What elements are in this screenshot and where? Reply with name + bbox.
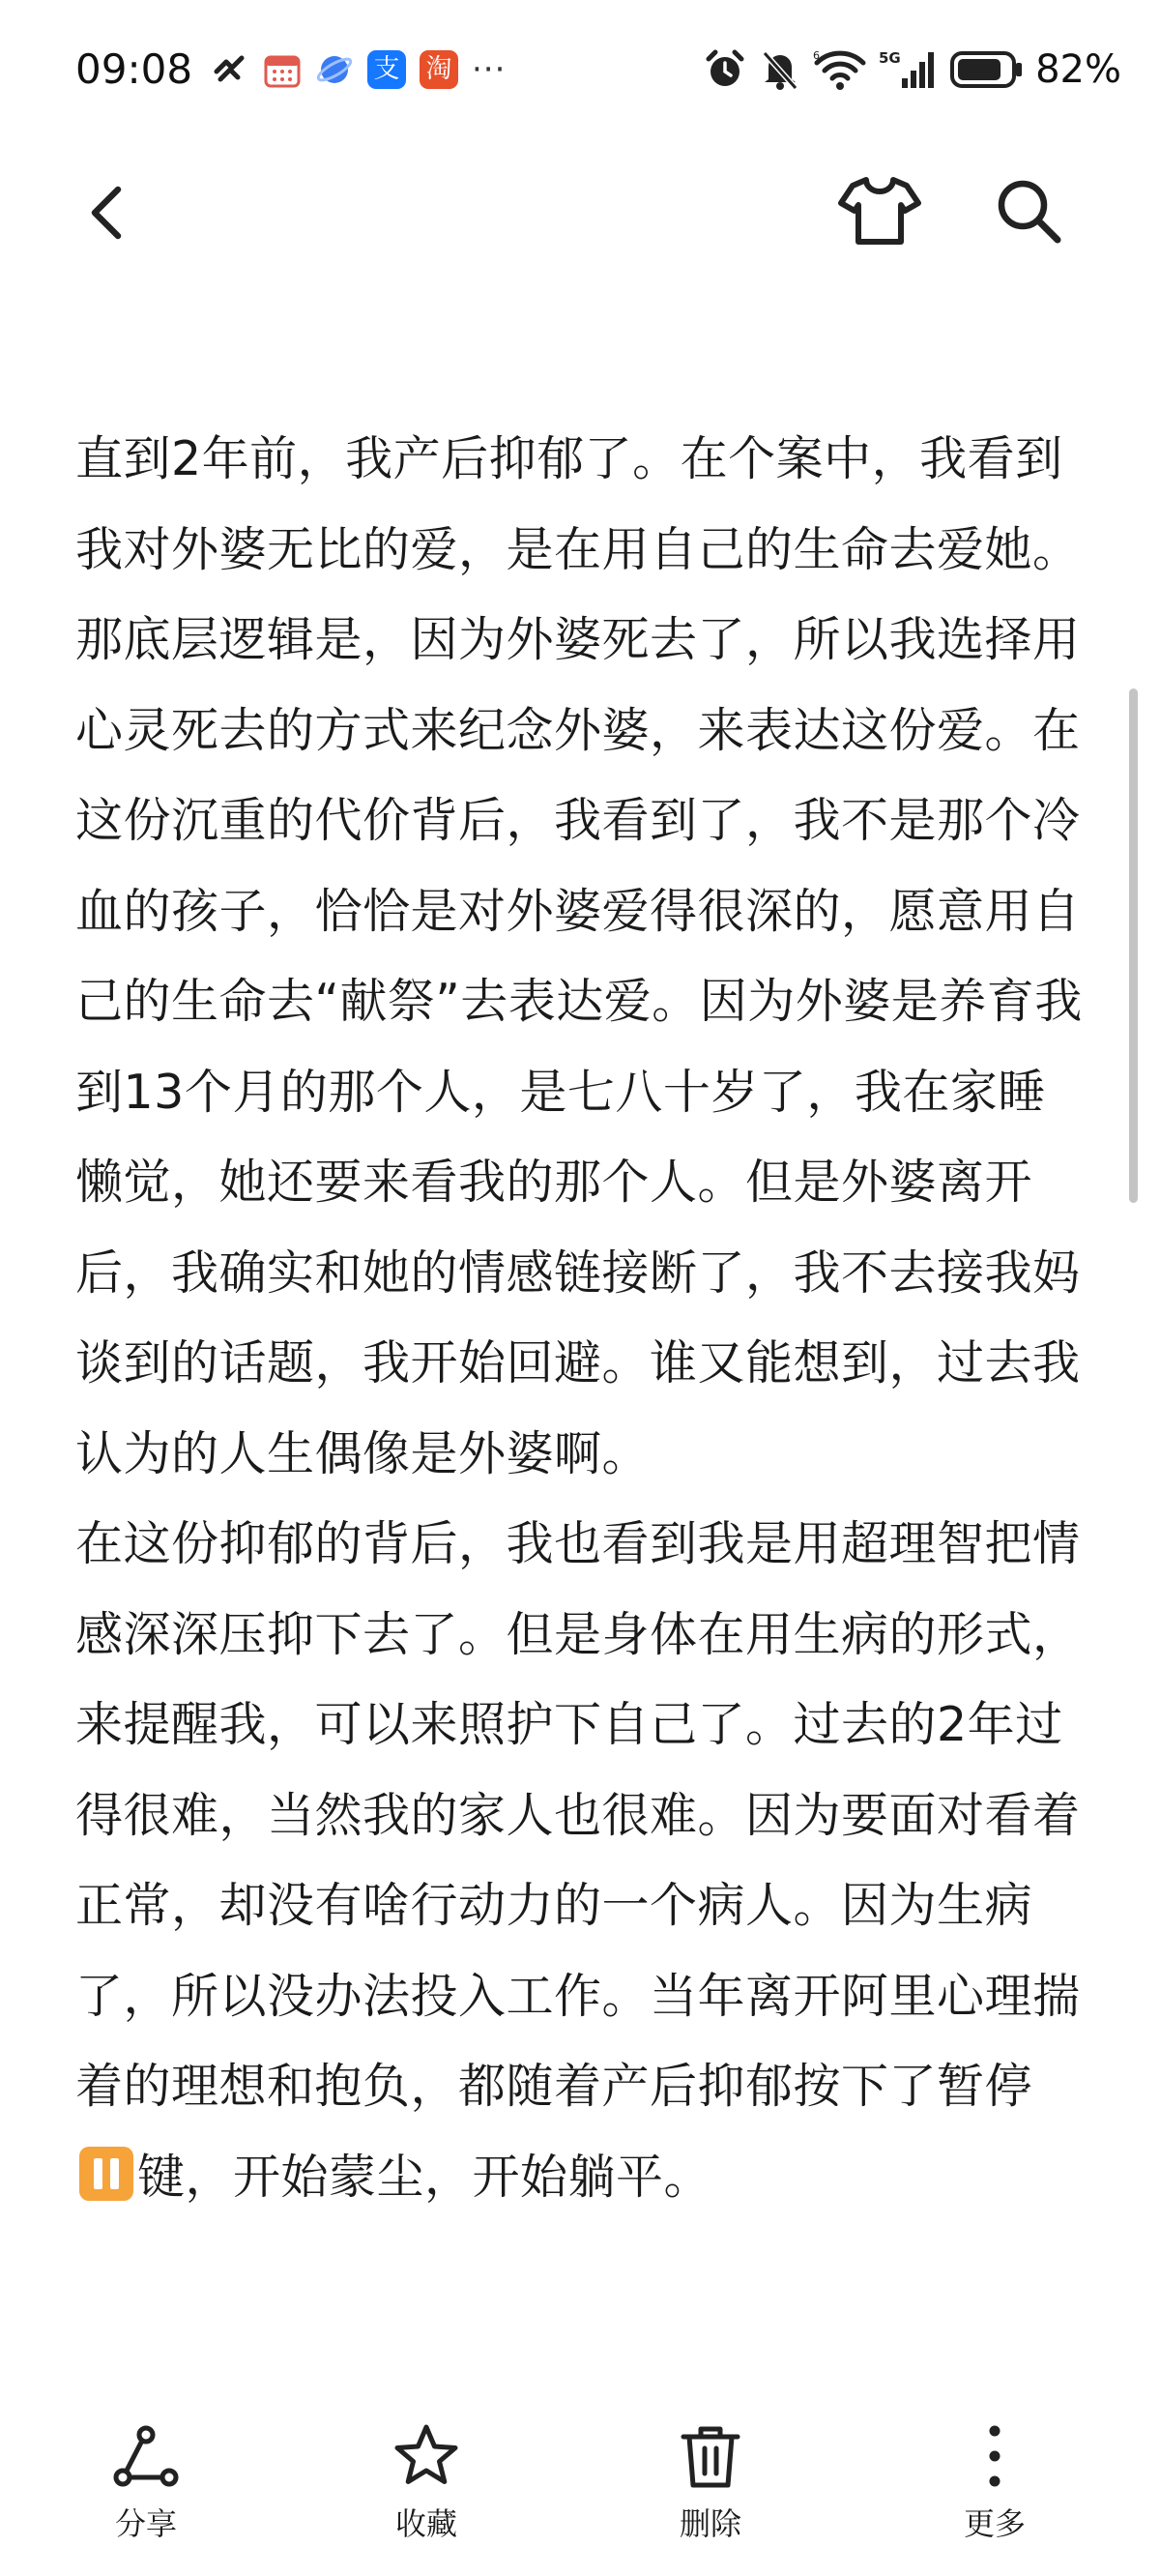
article-body: [75, 414, 1087, 2222]
network-type-label: 5G: [879, 49, 901, 67]
tshirt-icon: [833, 166, 926, 253]
status-bar: [0, 0, 1160, 135]
star-icon: [392, 2421, 461, 2491]
scrollbar-thumb[interactable]: [1129, 688, 1138, 1203]
mute-icon: [759, 47, 801, 92]
paragraph-text: 键，开始蒙尘，开始躺平。: [137, 2149, 712, 2205]
share-button[interactable]: [64, 2421, 228, 2557]
theme-button[interactable]: [833, 166, 926, 253]
pause-button-emoji-icon: [79, 2147, 133, 2201]
svg-text:6: 6: [813, 49, 821, 62]
paragraph-text: 在这份抑郁的背后，我也看到我是用超理智把情感深深压抑下去了。但是身体在用生病的形式，来提醒我，可以来照护下自己了。过去的2年过得很难，当然我的家人也很难。因为要面对看着正常，却没有啥行动力的一个病人。因为生病了，所以没办法投入工作。当年离开阿里心理揣着的理想和抱负，都随着产后抑郁按下了暂停: [75, 1516, 1081, 2114]
system-icons: [703, 43, 1121, 97]
share-label: 分享: [114, 2505, 177, 2542]
app-notification-icon: [211, 50, 249, 89]
cellular-signal-icon: [879, 47, 939, 92]
top-app-bar: [0, 145, 1160, 271]
share-icon: [111, 2421, 181, 2491]
status-time: 09:08: [75, 45, 193, 93]
search-button[interactable]: [982, 166, 1075, 253]
favorite-label: 收藏: [394, 2505, 457, 2542]
browser-icon: [315, 50, 354, 89]
taobao-icon: 淘: [420, 50, 458, 89]
alipay-icon: 支: [367, 50, 406, 89]
delete-button[interactable]: [628, 2421, 793, 2557]
notification-icons: [211, 44, 506, 95]
more-notifications-icon: ···: [472, 50, 507, 89]
battery-icon: [950, 49, 1024, 90]
article-paragraph: 直到2年前，我产后抑郁了。在个案中，我看到我对外婆无比的爱，是在用自己的生命去爱她。那底层逻辑是，因为外婆死去了，所以我选择用心灵死去的方式来纪念外婆，来表达这份爱。在这份沉重的代价背后，我看到了，我不是那个冷血的孩子，恰恰是对外婆爱得很深的，愿意用自己的生命去“献祭”去表达爱。因为外婆是养育我到13个月的那个人，是七八十岁了，我在家睡懒觉，她还要来看我的那个人。但是外婆离开后，我确实和她的情感链接断了，我不去接我妈谈到的话题，我开始回避。谁又能想到，过去我认为的人生偶像是外婆啊。: [75, 431, 1083, 1481]
more-button[interactable]: [913, 2421, 1077, 2557]
trash-icon: [676, 2421, 745, 2491]
alarm-icon: [703, 47, 747, 92]
chevron-left-icon: [68, 174, 155, 251]
more-vertical-icon: [960, 2421, 1030, 2491]
calendar-icon: [263, 50, 302, 89]
search-icon: [982, 166, 1075, 253]
favorite-button[interactable]: [344, 2421, 508, 2557]
more-label: 更多: [963, 2505, 1026, 2542]
article-paragraph: [75, 1499, 1087, 2222]
back-button[interactable]: [68, 174, 155, 251]
bottom-action-bar: [0, 2388, 1160, 2576]
delete-label: 删除: [679, 2505, 741, 2542]
battery-percentage: 82%: [1035, 47, 1121, 92]
wifi-icon: [813, 47, 867, 92]
